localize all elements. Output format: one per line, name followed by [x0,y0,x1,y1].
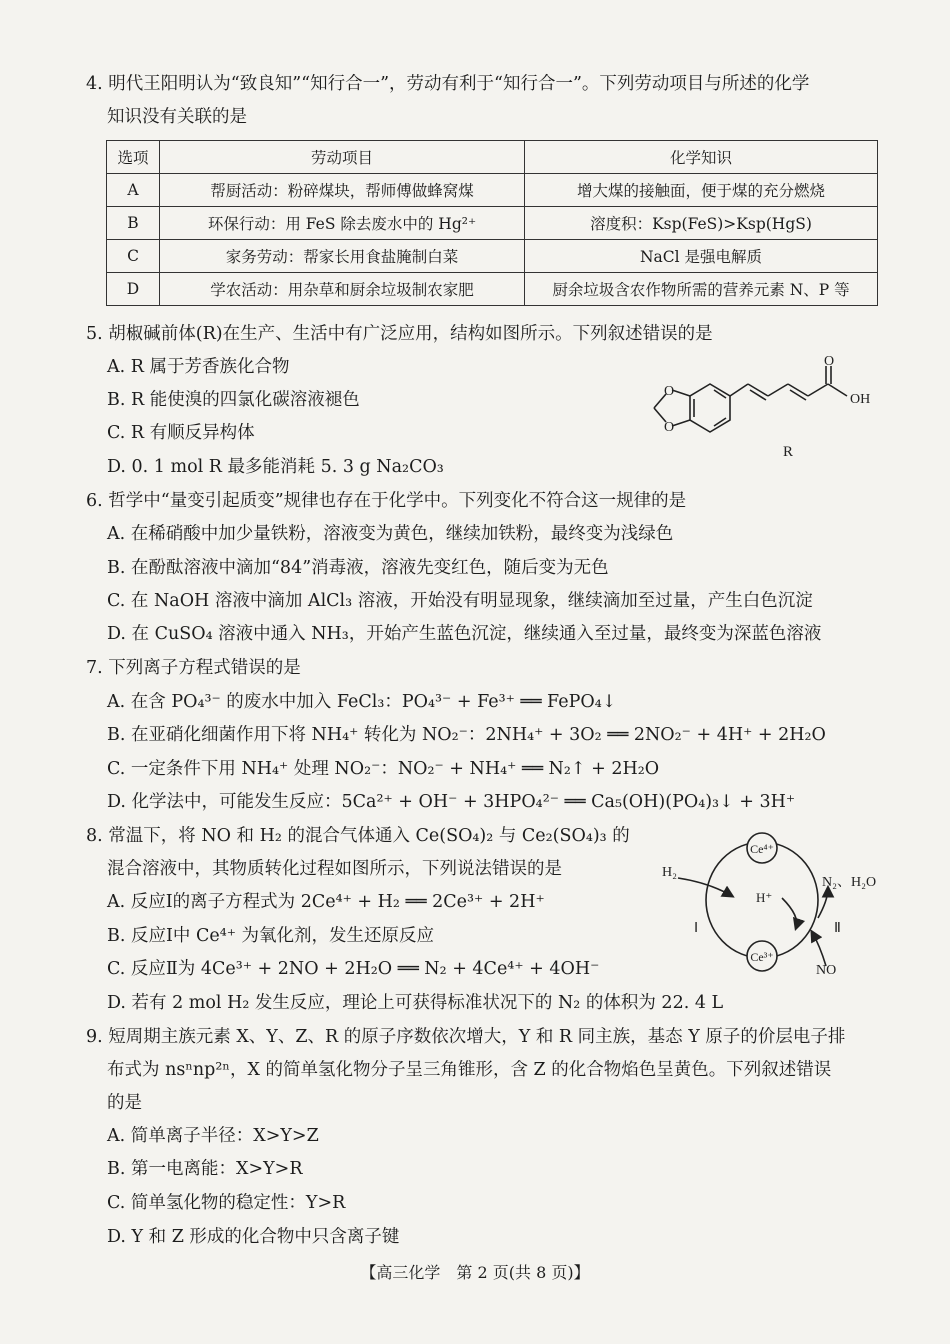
q7-option-a: A. 在含 PO₄³⁻ 的废水中加入 FeCl₃：PO₄³⁻ + Fe³⁺ ══ FePO₄↓ [107,692,617,712]
products-label: N₂、H₂O [822,875,877,890]
q8-option-a: A. 反应Ⅰ的离子方程式为 2Ce⁴⁺ + H₂ ══ 2Ce³⁺ + 2H⁺ [107,892,545,912]
q6-option-d: D. 在 CuSO₄ 溶液中通入 NH₃，开始产生蓝色沉淀，继续通入至过量，最终变为深蓝色溶液 [107,624,822,644]
row-chem: NaCl 是强电解质 [525,240,878,273]
q9-stem-line3: 的是 [107,1093,142,1113]
q5-option-c: C. R 有顺反异构体 [107,423,255,443]
row-labor: 帮厨活动：粉碎煤块，帮师傅做蜂窝煤 [160,174,525,207]
q6-option-a: A. 在稀硝酸中加少量铁粉，溶液变为黄色，继续加铁粉，最终变为浅绿色 [107,524,674,544]
row-labor: 家务劳动：帮家长用食盐腌制白菜 [160,240,525,273]
q6-stem: 6. 哲学中“量变引起质变”规律也存在于化学中。下列变化不符合这一规律的是 [86,491,687,511]
table-row [107,273,878,306]
q5-option-a: A. R 属于芳香族化合物 [107,357,290,377]
no-label: NO [816,963,837,978]
q7-option-c: C. 一定条件下用 NH₄⁺ 处理 NO₂⁻：NO₂⁻ + NH₄⁺ ══ N₂↑ + 2H₂O [107,759,660,779]
row-chem: 增大煤的接触面，便于煤的充分燃烧 [525,174,878,207]
q5-stem: 5. 胡椒碱前体(R)在生产、生活中有广泛应用，结构如图所示。下列叙述错误的是 [86,324,713,344]
structure-label: R [783,444,794,460]
ring-oxygen-label-top: O [663,384,675,399]
q9-stem-line2: 布式为 nsⁿnp²ⁿ，X 的简单氢化物分子呈三角锥形，含 Z 的化合物焰色呈黄色。下列叙述错误 [107,1060,832,1080]
row-option: D [107,273,160,306]
table-row [107,207,878,240]
q9-option-a: A. 简单离子半径：X>Y>Z [107,1126,319,1146]
table-row [107,174,878,207]
q4-table [106,140,878,306]
cerium-cycle-diagram [650,828,890,988]
table-header-row [107,141,878,174]
q8-option-d: D. 若有 2 mol H₂ 发生反应，理论上可获得标准状况下的 N₂ 的体积为 22. 4 L [107,993,724,1013]
h2-label: H₂ [662,865,677,880]
header-chem: 化学知识 [525,141,878,174]
ring-oxygen-label-bottom: O [663,420,675,435]
q8-stem-line2: 混合溶液中，其物质转化过程如图所示，下列说法错误的是 [107,859,562,879]
q4-stem-line1: 4. 明代王阳明认为“致良知”“知行合一”，劳动有利于“知行合一”。下列劳动项目与所述的化学 [86,74,810,94]
row-option: A [107,174,160,207]
page-footer: 【高三化学 第 2 页(共 8 页)】 [360,1263,590,1282]
ce3-label: Ce³⁺ [750,950,774,964]
row-chem: 厨余垃圾含农作物所需的营养元素 N、P 等 [525,273,878,306]
q7-option-d: D. 化学法中，可能发生反应：5Ca²⁺ + OH⁻ + 3HPO₄²⁻ ══ Ca₅(OH)(PO₄)₃↓ + 3H⁺ [107,792,796,812]
q8-option-b: B. 反应Ⅰ中 Ce⁴⁺ 为氧化剂，发生还原反应 [107,926,435,946]
q6-option-b: B. 在酚酞溶液中滴加“84”消毒液，溶液先变红色，随后变为无色 [107,558,609,578]
q9-option-d: D. Y 和 Z 形成的化合物中只含离子键 [107,1227,400,1247]
q8-option-c: C. 反应Ⅱ为 4Ce³⁺ + 2NO + 2H₂O ══ N₂ + 4Ce⁴⁺ + 4OH⁻ [107,959,600,979]
row-labor: 学农活动：用杂草和厨余垃圾制农家肥 [160,273,525,306]
row-chem: 溶度积：Ksp(FeS)>Ksp(HgS) [525,207,878,240]
q6-option-c: C. 在 NaOH 溶液中滴加 AlCl₃ 溶液，开始没有明显现象，继续滴加至过量，产生白色沉淀 [107,591,813,611]
row-option: B [107,207,160,240]
q9-stem-line1: 9. 短周期主族元素 X、Y、Z、R 的原子序数依次增大，Y 和 R 同主族，基态 Y 原子的价层电子排 [86,1027,846,1047]
header-labor: 劳动项目 [160,141,525,174]
reaction-2-label: Ⅱ [834,921,841,936]
q9-option-c: C. 简单氢化物的稳定性：Y>R [107,1193,346,1213]
q8-stem-line1: 8. 常温下，将 NO 和 H₂ 的混合气体通入 Ce(SO₄)₂ 与 Ce₂(SO₄)₃ 的 [86,826,630,846]
q4-stem-line2: 知识没有关联的是 [107,107,247,127]
hydroxyl-label: OH [850,392,871,407]
header-option: 选项 [107,141,160,174]
q9-option-b: B. 第一电离能：X>Y>R [107,1159,303,1179]
hplus-label: H⁺ [756,890,773,905]
piperic-acid-structure [620,352,890,462]
q5-option-b: B. R 能使溴的四氯化碳溶液褪色 [107,390,360,410]
table-row [107,240,878,273]
q7-option-b: B. 在亚硝化细菌作用下将 NH₄⁺ 转化为 NO₂⁻：2NH₄⁺ + 3O₂ ══ 2NO₂⁻ + 4H⁺ + 2H₂O [107,725,826,745]
q7-stem: 7. 下列离子方程式错误的是 [86,658,301,678]
carbonyl-oxygen-label: O [823,354,835,369]
ce4-label: Ce⁴⁺ [750,842,774,856]
q5-option-d: D. 0. 1 mol R 最多能消耗 5. 3 g Na₂CO₃ [107,457,444,477]
row-option: C [107,240,160,273]
row-labor: 环保行动：用 FeS 除去废水中的 Hg²⁺ [160,207,525,240]
reaction-1-label: Ⅰ [694,921,699,936]
